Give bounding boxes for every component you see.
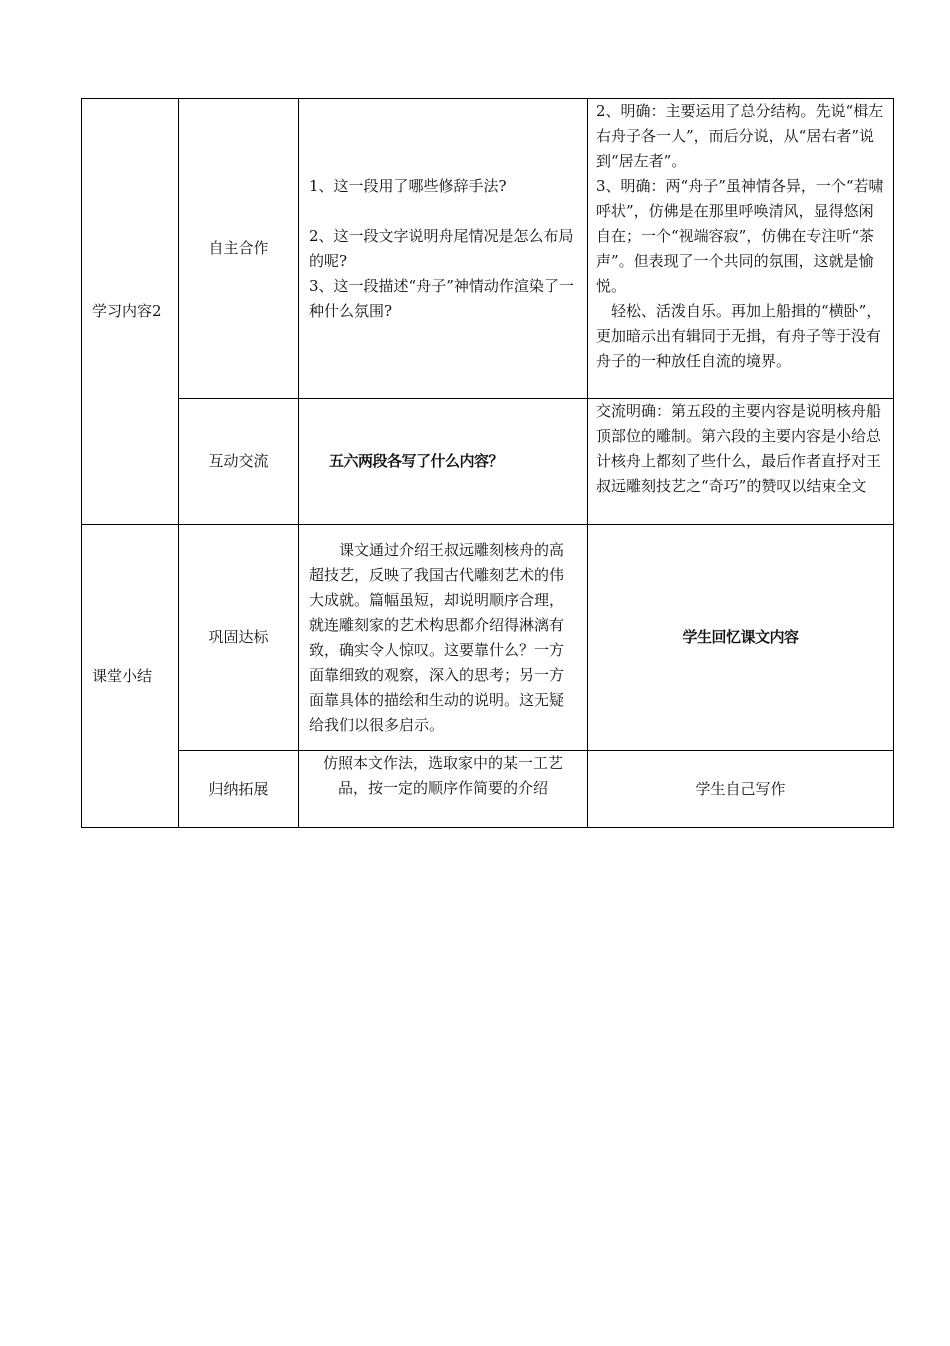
zizhu-answers <box>588 99 894 399</box>
guina-text: 仿照本文作法，选取家中的某一工艺品，按一定的顺序作简要的介绍 <box>299 751 588 828</box>
gonggu-text: 课文通过介绍王叔远雕刻核舟的高超技艺，反映了我国古代雕刻艺术的伟大成就。篇幅虽短，却说明顺序合理，就连雕刻家的艺术构思都介绍得淋漓有致，确实令人惊叹。这要靠什么？一方面靠细致的观察，深入的思考；另一方面靠具体的描绘和生动的说明。这无疑给我们以很多启示。 <box>309 540 565 734</box>
row-label-guina: 归纳拓展 <box>179 751 299 828</box>
question-3: 3、这一段描述“舟子”神情动作渲染了一种什么氛围? <box>309 276 574 320</box>
gonggu-answer-cell <box>588 525 894 751</box>
table-row <box>82 99 894 399</box>
question-2: 2、这一段文字说明舟尾情况是怎么布局的呢? <box>309 226 574 270</box>
answer-3: 3、明确：两“舟子”虽神情各异，一个“若啸呼状”，仿佛是在那里呼唤清风，显得悠闲自在；一个“视端容寂”，仿佛在专注听“茶声”。但表现了一个共同的氛围，这就是愉悦。 <box>596 177 884 295</box>
table-row <box>82 751 894 828</box>
answer-3-cont: 轻松、活泼自乐。再加上船揖的“横卧”，更加暗示出有辑同于无揖，有舟子等于没有舟子的一种放任自流的境界。 <box>596 302 882 370</box>
gonggu-text-cell <box>299 525 588 751</box>
section-label-summary: 课堂小结 <box>82 525 179 828</box>
hudong-answer: 交流明确：第五段的主要内容是说明核舟船顶部位的雕制。第六段的主要内容是小给总计核舟上都刻了些什么，最后作者直抒对王叔远雕刻技艺之“奇巧”的赞叹以结束全文 <box>588 399 894 525</box>
row-label-hudong: 互动交流 <box>179 399 299 525</box>
guina-answer: 学生自己写作 <box>588 751 894 828</box>
hudong-question-cell <box>299 399 588 525</box>
section-label-content-2: 学习内容2 <box>82 99 179 525</box>
table-row <box>82 399 894 525</box>
hudong-question: 五六两段各写了什么内容？ <box>329 452 504 470</box>
question-1: 1、这一段用了哪些修辞手法? <box>309 176 507 195</box>
row-label-gonggu: 巩固达标 <box>179 525 299 751</box>
answer-2: 2、明确：主要运用了总分结构。先说“楫左右舟子各一人”，而后分说，从“居右者”说到“居左者”。 <box>596 102 884 170</box>
lesson-table <box>81 98 894 828</box>
row-label-zizhu: 自主合作 <box>179 99 299 399</box>
zizhu-questions <box>299 99 588 399</box>
table-row <box>82 525 894 751</box>
gonggu-answer: 学生回忆课文内容 <box>682 628 799 646</box>
